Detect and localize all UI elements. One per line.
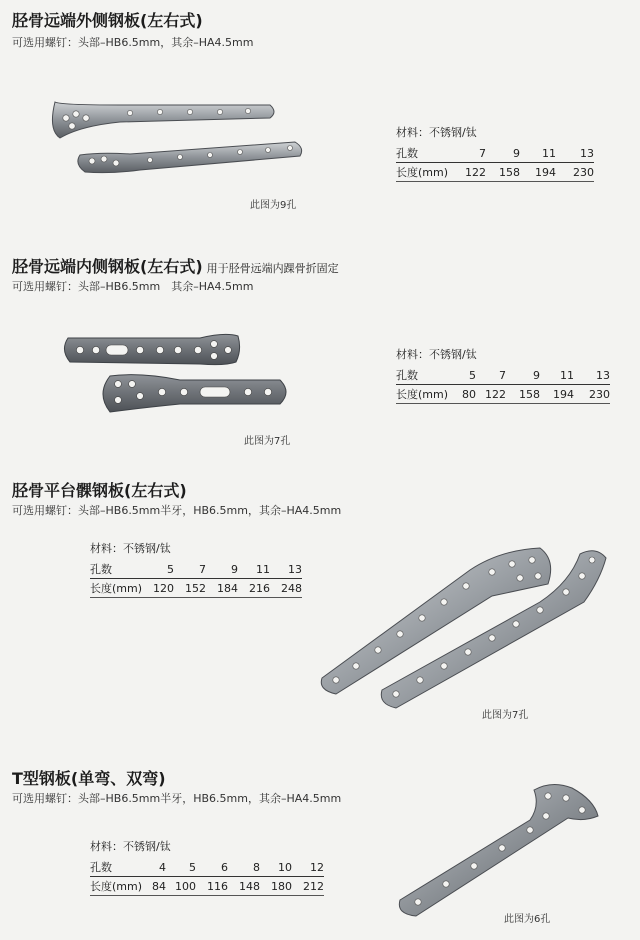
- holes-value: 5: [454, 366, 476, 385]
- length-value: 116: [196, 877, 228, 896]
- holes-value: 11: [238, 560, 270, 579]
- t-plate-image: [399, 784, 598, 916]
- section-title: T型钢板(单弯、双弯): [12, 769, 166, 788]
- holes-value: 11: [520, 144, 556, 163]
- spec-table: [396, 124, 594, 182]
- length-value: 152: [174, 579, 206, 598]
- holes-value: 12: [292, 858, 324, 877]
- holes-label: 孔数: [396, 144, 454, 163]
- length-value: 158: [486, 163, 520, 182]
- holes-value: 7: [174, 560, 206, 579]
- length-value: 120: [152, 579, 174, 598]
- material-text: 材料：不锈钢/钛: [396, 126, 477, 139]
- length-value: 148: [228, 877, 260, 896]
- figure-caption: 此图为7孔: [482, 710, 529, 721]
- lateral-plate-image-1: [52, 102, 274, 138]
- spec-table: [396, 346, 610, 404]
- section-t-shaped-plate: [0, 760, 640, 940]
- holes-value: 9: [486, 144, 520, 163]
- lateral-plate-image-2: [78, 142, 302, 173]
- screw-options: 可选用螺钉：头部–HB6.5mm半牙，HB6.5mm，其余–HA4.5mm: [12, 792, 342, 805]
- length-label: 长度(mm): [90, 877, 152, 896]
- length-value: 194: [540, 385, 574, 404]
- figure-caption: 此图为9孔: [250, 200, 297, 211]
- length-value: 180: [260, 877, 292, 896]
- holes-value: 9: [506, 366, 540, 385]
- holes-value: 13: [270, 560, 302, 579]
- holes-value: 13: [574, 366, 610, 385]
- length-label: 长度(mm): [396, 385, 454, 404]
- holes-label: 孔数: [90, 858, 152, 877]
- length-value: 230: [574, 385, 610, 404]
- length-value: 216: [238, 579, 270, 598]
- screw-options: 可选用螺钉：头部–HB6.5mm 其余–HA4.5mm: [12, 280, 254, 293]
- length-value: 230: [556, 163, 594, 182]
- length-value: 122: [454, 163, 486, 182]
- section-distal-tibia-lateral-plate: [0, 0, 640, 240]
- section-note: 用于胫骨远端内踝骨折固定: [206, 262, 339, 275]
- length-value: 184: [206, 579, 238, 598]
- section-tibial-plateau-condylar-plate: [0, 470, 640, 760]
- screw-options: 可选用螺钉：头部–HB6.5mm半牙，HB6.5mm，其余–HA4.5mm: [12, 504, 342, 517]
- holes-value: 4: [152, 858, 166, 877]
- holes-value: 8: [228, 858, 260, 877]
- holes-value: 13: [556, 144, 594, 163]
- length-label: 长度(mm): [396, 163, 454, 182]
- holes-value: 5: [152, 560, 174, 579]
- figure-caption: 此图为7孔: [244, 436, 291, 447]
- material-text: 材料：不锈钢/钛: [90, 542, 171, 555]
- material-text: 材料：不锈钢/钛: [90, 840, 171, 853]
- medial-plate-image-1: [64, 334, 239, 364]
- length-value: 248: [270, 579, 302, 598]
- length-value: 194: [520, 163, 556, 182]
- length-label: 长度(mm): [90, 579, 152, 598]
- section-distal-tibia-medial-plate: [0, 240, 640, 470]
- holes-value: 7: [454, 144, 486, 163]
- section-title: 胫骨平台髁钢板(左右式): [12, 481, 187, 500]
- length-value: 122: [476, 385, 506, 404]
- holes-value: 10: [260, 858, 292, 877]
- section-title: 胫骨远端外侧钢板(左右式): [12, 11, 203, 30]
- section-title: 胫骨远端内侧钢板(左右式) 用于胫骨远端内踝骨折固定: [12, 257, 339, 276]
- holes-label: 孔数: [90, 560, 152, 579]
- holes-value: 11: [540, 366, 574, 385]
- length-value: 100: [166, 877, 196, 896]
- length-value: 212: [292, 877, 324, 896]
- holes-value: 9: [206, 560, 238, 579]
- holes-value: 5: [166, 858, 196, 877]
- screw-options: 可选用螺钉：头部–HB6.5mm，其余–HA4.5mm: [12, 36, 254, 49]
- length-value: 84: [152, 877, 166, 896]
- holes-value: 7: [476, 366, 506, 385]
- holes-value: 6: [196, 858, 228, 877]
- length-value: 158: [506, 385, 540, 404]
- length-value: 80: [454, 385, 476, 404]
- figure-caption: 此图为6孔: [504, 914, 551, 925]
- medial-plate-image-2: [103, 375, 286, 412]
- material-text: 材料：不锈钢/钛: [396, 348, 477, 361]
- holes-label: 孔数: [396, 366, 454, 385]
- plate-images: [0, 530, 640, 780]
